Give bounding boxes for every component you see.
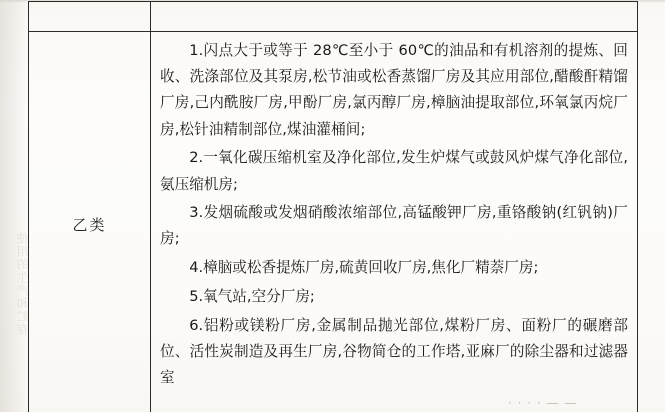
bottom-edge-smudge: · · · · — — (508, 396, 578, 410)
list-item: 5.氧气站,空分厂房; (189, 287, 315, 305)
list-item: 4.樟脑或松香提炼厂房,硫黄回收厂房,焦化厂精萘厂房; (189, 259, 539, 277)
table-cell-category-label: 乙类 (72, 216, 107, 234)
table-column-divider (150, 1, 151, 412)
table-right-border (637, 1, 638, 412)
list-item: 2.一氧化碳压缩机室及净化部位,发生炉煤气或鼓风炉煤气净化部位,氨压缩机房; (160, 149, 628, 193)
table-top-rule-left (28, 1, 150, 2)
page-edge-shadow-left (0, 0, 28, 412)
table-cell-description (160, 38, 628, 391)
list-item: 1.闪点大于或等于 28℃至小于 60℃的油品和有机溶剂的提炼、回收、洗涤部位及其泵房,松节油或松香蒸馏厂房及其应用部位,醋酸酐精馏厂房,己内酰胺厂房,甲酚厂房,氯丙醇厂房,樟脑油提取部位,环氧氯丙烷厂房,松针油精制部位,煤油灌桶间; (160, 42, 628, 138)
table-left-border (28, 1, 29, 412)
list-item: 3.发烟硫酸或发烟硝酸浓缩部位,高锰酸钾厂房,重铬酸钠(红钒钠)厂房; (160, 204, 628, 248)
table-row-divider-rule (28, 31, 637, 32)
table-top-rule-right (150, 1, 637, 2)
list-item: 6.铝粉或镁粉厂房,金属制品抛光部位,煤粉厂房、面粉厂的碾磨部位、活性炭制造及再生厂房,谷物简仓的工作塔,亚麻厂的除尘器和过滤器室 (160, 316, 628, 386)
reverse-side-bleed-text: 使用的生产和贮存 (16, 232, 30, 336)
